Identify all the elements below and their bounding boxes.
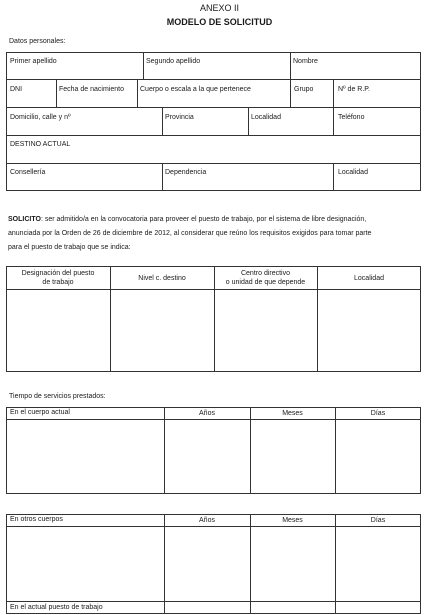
fecha-nacimiento-field[interactable]: Fecha de nacimiento [59, 86, 124, 93]
cuerpo-actual-dias: Días [370, 410, 386, 417]
numero-rp-field[interactable]: Nº de R.P. [338, 86, 370, 93]
annex-label: ANEXO II [199, 3, 239, 13]
solicito-paragraph [8, 213, 433, 255]
puesto-localidad-cell[interactable] [318, 290, 420, 371]
cuerpo-escala-field[interactable]: Cuerpo o escala a la que pertenece [140, 86, 251, 93]
cuerpo-actual-label: En el cuerpo actual [10, 409, 70, 416]
conselleria-field[interactable]: Consellería [10, 169, 46, 176]
destino-actual-heading: DESTINO ACTUAL [10, 141, 71, 148]
servicios-cuerpo-actual-table [6, 407, 421, 494]
cuerpo-actual-anos: Años [199, 410, 215, 417]
segundo-apellido-field[interactable]: Segundo apellido [146, 58, 201, 65]
otros-cuerpos-label: En otros cuerpos [10, 516, 63, 523]
domicilio-field[interactable]: Domicilio, calle y nº [10, 114, 71, 121]
solicito-keyword: SOLICITO [8, 216, 41, 223]
provincia-field[interactable]: Provincia [165, 114, 194, 121]
puesto-designacion-cell[interactable] [7, 290, 109, 371]
puesto-col-designacion: Designación del puesto de trabajo [21, 270, 95, 286]
dni-field[interactable]: DNI [10, 86, 23, 93]
localidad-destino-field[interactable]: Localidad [338, 169, 368, 176]
primer-apellido-field[interactable]: Primer apellido [10, 58, 57, 65]
servicios-label: Tiempo de servicios prestados: [9, 393, 106, 400]
actual-puesto-label: En el actual puesto de trabajo [10, 604, 103, 611]
solicito-line-3: para el puesto de trabajo que se indica: [8, 244, 131, 251]
form-title: MODELO DE SOLICITUD [166, 17, 273, 27]
puesto-nivel-cell[interactable] [111, 290, 213, 371]
otros-cuerpos-anos: Años [199, 517, 215, 524]
telefono-field[interactable]: Teléfono [338, 114, 365, 121]
puesto-col-centro: Centro directivo o unidad de que depende [225, 270, 306, 286]
otros-cuerpos-dias: Días [370, 517, 386, 524]
solicito-line-2: anunciada por la Orden de 26 de diciembre de 2012, al considerar que reúno los requisitos exigidos para tomar parte [8, 230, 372, 237]
grupo-field[interactable]: Grupo [294, 86, 314, 93]
cuerpo-actual-meses: Meses [282, 410, 303, 417]
nombre-field[interactable]: Nombre [293, 58, 318, 65]
puesto-centro-cell[interactable] [215, 290, 316, 371]
dependencia-field[interactable]: Dependencia [165, 169, 207, 176]
otros-cuerpos-meses: Meses [282, 517, 303, 524]
puesto-col-nivel: Nivel c. destino [138, 275, 186, 282]
localidad-field[interactable]: Localidad [251, 114, 281, 121]
puesto-col-localidad: Localidad [354, 275, 384, 282]
solicito-line-1: : ser admitido/a en la convocatoria para proveer el puesto de trabajo, por el sistema de libre designación, [40, 216, 367, 223]
servicios-otros-cuerpos-table [6, 514, 421, 614]
personal-data-label: Datos personales: [9, 38, 66, 45]
